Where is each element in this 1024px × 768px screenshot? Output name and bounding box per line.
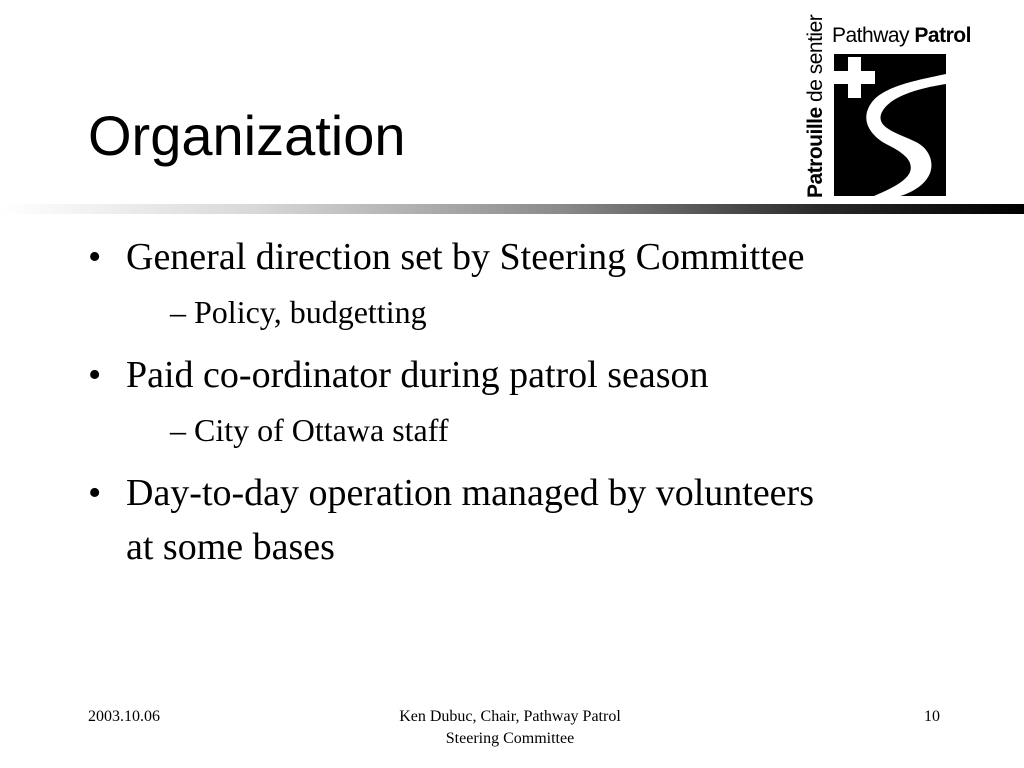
logo-emblem [834,54,946,196]
bullet-text: Paid co-ordinator during patrol season [126,354,709,396]
slide-number: 10 [924,708,940,725]
logo-side-bold: Patrouille [804,107,827,198]
footer-presenter-line1: Ken Dubuc, Chair, Pathway Patrol [399,708,621,725]
logo-side-text [802,15,830,198]
sub-bullet-item-2 [88,408,848,452]
pathway-patrol-logo [800,14,971,200]
bullet-item-2 [88,348,848,402]
bullet-symbol: • [88,236,102,278]
footer-presenter-line2: Steering Committee [445,730,575,747]
logo-top-bold: Patrol [914,24,971,47]
sub-bullet-item-1 [88,290,848,334]
bullet-text: General direction set by Steering Committee [126,236,805,278]
logo-top-text [832,24,971,48]
bullet-text: Day-to-day operation managed by volunteers at some bases [126,472,814,568]
bullet-symbol: • [88,472,102,514]
bullet-item-1 [88,230,848,284]
sub-bullet-text: City of Ottawa staff [194,412,449,448]
logo-side-regular: de sentier [804,14,827,108]
title-divider [0,204,1024,214]
footer-presenter [340,706,680,750]
bullet-symbol: • [88,354,102,396]
sub-bullet-symbol: – [170,412,186,448]
bullet-item-3 [88,466,848,574]
sub-bullet-symbol: – [170,294,186,330]
sub-bullet-text: Policy, budgetting [194,294,427,330]
logo-top-regular: Pathway [832,24,915,47]
bullet-list [88,230,848,574]
footer-date: 2003.10.06 [88,708,160,725]
slide-title: Organization [88,104,406,167]
